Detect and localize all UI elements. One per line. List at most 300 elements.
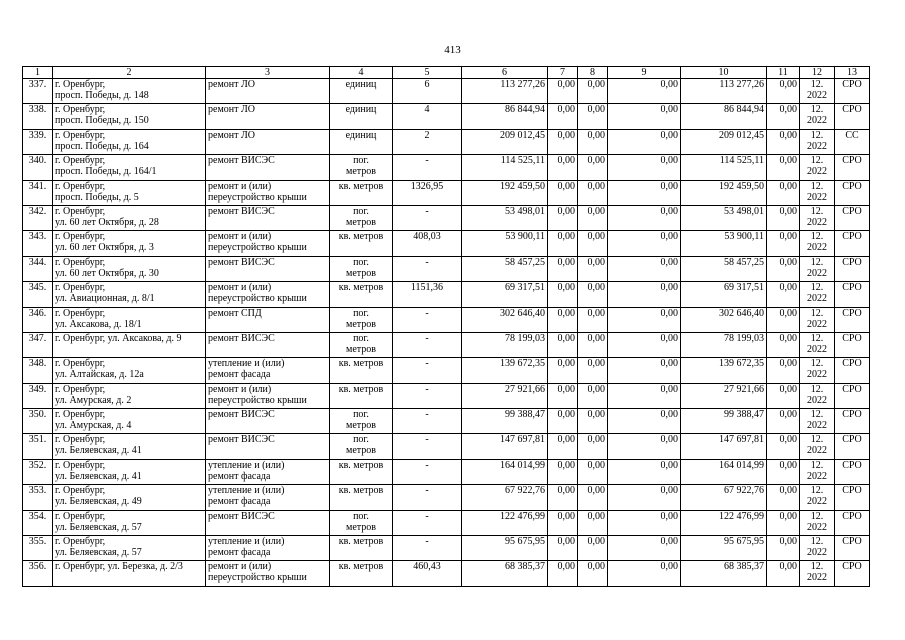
work-type-cell-line: переустройство крыши bbox=[208, 572, 307, 584]
column-header: 13 bbox=[835, 67, 870, 79]
date-cell bbox=[800, 561, 835, 586]
address-cell bbox=[53, 358, 206, 383]
date-cell bbox=[800, 383, 835, 408]
work-type-cell-line: ремонт ЛО bbox=[208, 79, 255, 90]
unit-cell bbox=[330, 332, 393, 357]
value-cell-7: 0,00 bbox=[548, 383, 578, 408]
date-cell-line: 2022 bbox=[807, 521, 827, 533]
address-cell bbox=[53, 383, 206, 408]
unit-cell bbox=[330, 79, 393, 104]
work-type-cell-line: переустройство крыши bbox=[208, 293, 307, 305]
unit-cell bbox=[330, 561, 393, 586]
value-cell-8: 0,00 bbox=[578, 383, 608, 408]
value-cell-11: 0,00 bbox=[767, 332, 800, 357]
value-cell-8: 0,00 bbox=[578, 79, 608, 104]
address-cell-line: г. Оренбург, bbox=[55, 536, 106, 548]
unit-cell-line: пог. bbox=[353, 256, 369, 268]
date-cell bbox=[800, 332, 835, 357]
address-cell-line: г. Оренбург, ул. Аксакова, д. 9 bbox=[55, 332, 182, 344]
type-cell: СРО bbox=[835, 485, 870, 510]
quantity-cell: - bbox=[393, 434, 462, 459]
row-number: 346. bbox=[23, 307, 53, 332]
date-cell-line: 2022 bbox=[807, 90, 827, 101]
quantity-cell: 1326,95 bbox=[393, 180, 462, 205]
unit-cell-line: пог. bbox=[353, 409, 369, 421]
work-type-cell-line: ремонт ВИСЭС bbox=[208, 256, 275, 268]
value-cell-7: 0,00 bbox=[548, 129, 578, 154]
total-cost-cell: 58 457,25 bbox=[462, 256, 548, 281]
work-type-cell-line: переустройство крыши bbox=[208, 242, 307, 254]
date-cell bbox=[800, 104, 835, 129]
total-cost-cell: 113 277,26 bbox=[462, 79, 548, 104]
value-cell-11: 0,00 bbox=[767, 358, 800, 383]
value-cell-9: 0,00 bbox=[608, 409, 681, 434]
date-cell-line: 2022 bbox=[807, 216, 827, 228]
value-cell-9: 0,00 bbox=[608, 104, 681, 129]
address-cell-line: г. Оренбург, bbox=[55, 485, 106, 497]
row-number: 349. bbox=[23, 383, 53, 408]
date-cell-line: 2022 bbox=[807, 394, 827, 406]
column-header: 9 bbox=[608, 67, 681, 79]
value-cell-11: 0,00 bbox=[767, 104, 800, 129]
unit-cell bbox=[330, 536, 393, 561]
address-cell-line: просп. Победы, д. 5 bbox=[55, 191, 139, 203]
value-cell-10: 122 476,99 bbox=[681, 510, 767, 535]
date-cell-line: 2022 bbox=[807, 191, 827, 203]
work-type-cell bbox=[206, 307, 330, 332]
quantity-cell: - bbox=[393, 459, 462, 484]
value-cell-8: 0,00 bbox=[578, 536, 608, 561]
total-cost-cell: 122 476,99 bbox=[462, 510, 548, 535]
unit-cell-line: метров bbox=[346, 318, 376, 330]
value-cell-11: 0,00 bbox=[767, 155, 800, 180]
value-cell-9: 0,00 bbox=[608, 510, 681, 535]
row-number: 339. bbox=[23, 129, 53, 154]
date-cell-line: 2022 bbox=[807, 369, 827, 381]
value-cell-10: 209 012,45 bbox=[681, 129, 767, 154]
value-cell-7: 0,00 bbox=[548, 79, 578, 104]
quantity-cell: - bbox=[393, 358, 462, 383]
work-type-cell-line: ремонт ВИСЭС bbox=[208, 409, 275, 421]
unit-cell-line: метров bbox=[346, 445, 376, 457]
value-cell-11: 0,00 bbox=[767, 282, 800, 307]
table-row bbox=[23, 205, 870, 230]
register-table bbox=[22, 66, 870, 587]
row-number: 337. bbox=[23, 79, 53, 104]
date-cell-line: 12. bbox=[810, 129, 824, 141]
table-row bbox=[23, 459, 870, 484]
value-cell-11: 0,00 bbox=[767, 383, 800, 408]
address-cell bbox=[53, 155, 206, 180]
address-cell bbox=[53, 536, 206, 561]
date-cell-line: 12. bbox=[810, 79, 824, 90]
work-type-cell-line: ремонт и (или) bbox=[208, 282, 272, 294]
column-header: 5 bbox=[393, 67, 462, 79]
work-type-cell-line: ремонт и (или) bbox=[208, 383, 272, 395]
table-row bbox=[23, 155, 870, 180]
work-type-cell bbox=[206, 434, 330, 459]
work-type-cell-line: утепление и (или) bbox=[208, 536, 285, 548]
value-cell-7: 0,00 bbox=[548, 536, 578, 561]
total-cost-cell: 78 199,03 bbox=[462, 332, 548, 357]
quantity-cell: 460,43 bbox=[393, 561, 462, 586]
work-type-cell-line: ремонт СПД bbox=[208, 307, 262, 319]
unit-cell bbox=[330, 307, 393, 332]
date-cell bbox=[800, 180, 835, 205]
type-cell: СРО bbox=[835, 282, 870, 307]
value-cell-9: 0,00 bbox=[608, 383, 681, 408]
value-cell-8: 0,00 bbox=[578, 231, 608, 256]
page-number: 413 bbox=[444, 44, 461, 56]
table-row bbox=[23, 332, 870, 357]
value-cell-7: 0,00 bbox=[548, 104, 578, 129]
total-cost-cell: 67 922,76 bbox=[462, 485, 548, 510]
value-cell-9: 0,00 bbox=[608, 79, 681, 104]
work-type-cell-line: ремонт ВИСЭС bbox=[208, 332, 275, 344]
work-type-cell bbox=[206, 332, 330, 357]
value-cell-9: 0,00 bbox=[608, 332, 681, 357]
total-cost-cell: 147 697,81 bbox=[462, 434, 548, 459]
work-type-cell bbox=[206, 561, 330, 586]
work-type-cell-line: ремонт и (или) bbox=[208, 180, 272, 192]
address-cell-line: г. Оренбург, bbox=[55, 307, 106, 319]
unit-cell-line: кв. метров bbox=[338, 358, 384, 370]
date-cell-line: 12. bbox=[810, 282, 824, 294]
work-type-cell bbox=[206, 459, 330, 484]
value-cell-11: 0,00 bbox=[767, 205, 800, 230]
value-cell-10: 302 646,40 bbox=[681, 307, 767, 332]
type-cell: СРО bbox=[835, 434, 870, 459]
value-cell-9: 0,00 bbox=[608, 358, 681, 383]
row-number: 355. bbox=[23, 536, 53, 561]
value-cell-7: 0,00 bbox=[548, 561, 578, 586]
type-cell: СРО bbox=[835, 383, 870, 408]
unit-cell-line: кв. метров bbox=[338, 383, 384, 395]
table-row bbox=[23, 256, 870, 281]
date-cell bbox=[800, 79, 835, 104]
value-cell-7: 0,00 bbox=[548, 510, 578, 535]
address-cell bbox=[53, 282, 206, 307]
value-cell-10: 99 388,47 bbox=[681, 409, 767, 434]
work-type-cell bbox=[206, 79, 330, 104]
date-cell-line: 12. bbox=[810, 561, 824, 573]
address-cell-line: г. Оренбург, bbox=[55, 79, 106, 90]
table-row bbox=[23, 510, 870, 535]
row-number: 340. bbox=[23, 155, 53, 180]
address-cell bbox=[53, 79, 206, 104]
address-cell-line: просп. Победы, д. 164 bbox=[55, 140, 149, 152]
table-body bbox=[23, 79, 870, 587]
value-cell-11: 0,00 bbox=[767, 256, 800, 281]
table-row bbox=[23, 282, 870, 307]
unit-cell-line: пог. bbox=[353, 205, 369, 217]
value-cell-10: 139 672,35 bbox=[681, 358, 767, 383]
value-cell-11: 0,00 bbox=[767, 434, 800, 459]
address-cell-line: ул. 60 лет Октября, д. 3 bbox=[55, 242, 154, 254]
value-cell-8: 0,00 bbox=[578, 256, 608, 281]
unit-cell bbox=[330, 383, 393, 408]
work-type-cell-line: ремонт фасада bbox=[208, 496, 271, 508]
column-header: 10 bbox=[681, 67, 767, 79]
column-header: 1 bbox=[23, 67, 53, 79]
work-type-cell bbox=[206, 180, 330, 205]
unit-cell-line: пог. bbox=[353, 155, 369, 167]
value-cell-7: 0,00 bbox=[548, 459, 578, 484]
address-cell-line: г. Оренбург, bbox=[55, 155, 106, 167]
type-cell: СРО bbox=[835, 358, 870, 383]
work-type-cell-line: ремонт ЛО bbox=[208, 104, 255, 116]
total-cost-cell: 69 317,51 bbox=[462, 282, 548, 307]
address-cell-line: ул. Беляевская, д. 41 bbox=[55, 470, 142, 482]
work-type-cell-line: переустройство крыши bbox=[208, 394, 307, 406]
unit-cell-line: метров bbox=[346, 420, 376, 432]
value-cell-8: 0,00 bbox=[578, 129, 608, 154]
date-cell bbox=[800, 129, 835, 154]
value-cell-8: 0,00 bbox=[578, 459, 608, 484]
address-cell-line: г. Оренбург, bbox=[55, 282, 106, 294]
value-cell-10: 95 675,95 bbox=[681, 536, 767, 561]
address-cell bbox=[53, 332, 206, 357]
value-cell-8: 0,00 bbox=[578, 561, 608, 586]
value-cell-8: 0,00 bbox=[578, 409, 608, 434]
address-cell bbox=[53, 129, 206, 154]
date-cell-line: 12. bbox=[810, 104, 824, 116]
type-cell: СРО bbox=[835, 510, 870, 535]
address-cell bbox=[53, 485, 206, 510]
total-cost-cell: 86 844,94 bbox=[462, 104, 548, 129]
date-cell-line: 12. bbox=[810, 180, 824, 192]
date-cell-line: 12. bbox=[810, 485, 824, 497]
work-type-cell bbox=[206, 205, 330, 230]
date-cell-line: 2022 bbox=[807, 267, 827, 279]
date-cell-line: 12. bbox=[810, 205, 824, 217]
unit-cell bbox=[330, 231, 393, 256]
quantity-cell: 2 bbox=[393, 129, 462, 154]
value-cell-11: 0,00 bbox=[767, 459, 800, 484]
table-row bbox=[23, 104, 870, 129]
work-type-cell-line: утепление и (или) bbox=[208, 358, 285, 370]
type-cell: СРО bbox=[835, 256, 870, 281]
quantity-cell: - bbox=[393, 383, 462, 408]
value-cell-9: 0,00 bbox=[608, 155, 681, 180]
date-cell-line: 2022 bbox=[807, 547, 827, 559]
work-type-cell bbox=[206, 485, 330, 510]
value-cell-9: 0,00 bbox=[608, 536, 681, 561]
unit-cell-line: пог. bbox=[353, 307, 369, 319]
unit-cell-line: метров bbox=[346, 521, 376, 533]
unit-cell bbox=[330, 129, 393, 154]
address-cell-line: ул. Алтайская, д. 12а bbox=[55, 369, 144, 381]
date-cell-line: 2022 bbox=[807, 343, 827, 355]
total-cost-cell: 192 459,50 bbox=[462, 180, 548, 205]
value-cell-10: 147 697,81 bbox=[681, 434, 767, 459]
unit-cell-line: кв. метров bbox=[338, 282, 384, 294]
quantity-cell: - bbox=[393, 205, 462, 230]
unit-cell bbox=[330, 409, 393, 434]
unit-cell-line: метров bbox=[346, 216, 376, 228]
date-cell-line: 12. bbox=[810, 409, 824, 421]
unit-cell bbox=[330, 510, 393, 535]
work-type-cell-line: ремонт ВИСЭС bbox=[208, 155, 275, 167]
unit-cell bbox=[330, 104, 393, 129]
unit-cell-line: метров bbox=[346, 267, 376, 279]
table-row bbox=[23, 180, 870, 205]
table-row bbox=[23, 383, 870, 408]
address-cell-line: г. Оренбург, bbox=[55, 180, 106, 192]
unit-cell bbox=[330, 256, 393, 281]
value-cell-9: 0,00 bbox=[608, 180, 681, 205]
total-cost-cell: 27 921,66 bbox=[462, 383, 548, 408]
row-number: 354. bbox=[23, 510, 53, 535]
date-cell-line: 12. bbox=[810, 256, 824, 268]
date-cell-line: 12. bbox=[810, 155, 824, 167]
date-cell-line: 2022 bbox=[807, 445, 827, 457]
unit-cell bbox=[330, 205, 393, 230]
value-cell-9: 0,00 bbox=[608, 205, 681, 230]
value-cell-11: 0,00 bbox=[767, 409, 800, 434]
total-cost-cell: 68 385,37 bbox=[462, 561, 548, 586]
date-cell-line: 12. bbox=[810, 536, 824, 548]
row-number: 353. bbox=[23, 485, 53, 510]
value-cell-7: 0,00 bbox=[548, 155, 578, 180]
address-cell-line: ул. Беляевская, д. 57 bbox=[55, 521, 142, 533]
value-cell-8: 0,00 bbox=[578, 332, 608, 357]
value-cell-9: 0,00 bbox=[608, 231, 681, 256]
type-cell: СРО bbox=[835, 332, 870, 357]
work-type-cell-line: ремонт фасада bbox=[208, 470, 271, 482]
table-row bbox=[23, 536, 870, 561]
address-cell bbox=[53, 307, 206, 332]
row-number: 342. bbox=[23, 205, 53, 230]
work-type-cell bbox=[206, 358, 330, 383]
date-cell-line: 12. bbox=[810, 383, 824, 395]
work-type-cell bbox=[206, 282, 330, 307]
value-cell-7: 0,00 bbox=[548, 332, 578, 357]
unit-cell bbox=[330, 155, 393, 180]
quantity-cell: - bbox=[393, 155, 462, 180]
address-cell-line: г. Оренбург, bbox=[55, 434, 106, 446]
address-cell-line: г. Оренбург, bbox=[55, 256, 106, 268]
unit-cell-line: метров bbox=[346, 166, 376, 178]
address-cell-line: просп. Победы, д. 150 bbox=[55, 115, 149, 127]
date-cell bbox=[800, 409, 835, 434]
row-number: 345. bbox=[23, 282, 53, 307]
date-cell bbox=[800, 510, 835, 535]
work-type-cell bbox=[206, 155, 330, 180]
address-cell-line: г. Оренбург, bbox=[55, 129, 106, 141]
date-cell-line: 12. bbox=[810, 434, 824, 446]
address-cell-line: ул. Амурская, д. 4 bbox=[55, 420, 132, 432]
work-type-cell-line: ремонт фасада bbox=[208, 547, 271, 559]
value-cell-9: 0,00 bbox=[608, 561, 681, 586]
date-cell bbox=[800, 155, 835, 180]
column-number-row bbox=[23, 67, 870, 79]
address-cell-line: г. Оренбург, bbox=[55, 358, 106, 370]
work-type-cell-line: ремонт ЛО bbox=[208, 129, 255, 141]
value-cell-7: 0,00 bbox=[548, 485, 578, 510]
value-cell-7: 0,00 bbox=[548, 358, 578, 383]
unit-cell-line: кв. метров bbox=[338, 231, 384, 243]
row-number: 347. bbox=[23, 332, 53, 357]
date-cell bbox=[800, 485, 835, 510]
date-cell-line: 12. bbox=[810, 231, 824, 243]
address-cell-line: ул. Беляевская, д. 57 bbox=[55, 547, 142, 559]
date-cell bbox=[800, 282, 835, 307]
value-cell-9: 0,00 bbox=[608, 129, 681, 154]
date-cell-line: 2022 bbox=[807, 318, 827, 330]
address-cell bbox=[53, 561, 206, 586]
address-cell bbox=[53, 510, 206, 535]
table-row bbox=[23, 129, 870, 154]
value-cell-8: 0,00 bbox=[578, 282, 608, 307]
work-type-cell bbox=[206, 409, 330, 434]
value-cell-10: 68 385,37 bbox=[681, 561, 767, 586]
date-cell-line: 2022 bbox=[807, 496, 827, 508]
value-cell-7: 0,00 bbox=[548, 409, 578, 434]
value-cell-7: 0,00 bbox=[548, 231, 578, 256]
unit-cell bbox=[330, 485, 393, 510]
work-type-cell-line: утепление и (или) bbox=[208, 485, 285, 497]
table-row bbox=[23, 307, 870, 332]
address-cell bbox=[53, 409, 206, 434]
table-row bbox=[23, 434, 870, 459]
work-type-cell-line: ремонт и (или) bbox=[208, 561, 272, 573]
row-number: 352. bbox=[23, 459, 53, 484]
column-header: 7 bbox=[548, 67, 578, 79]
date-cell-line: 2022 bbox=[807, 293, 827, 305]
date-cell bbox=[800, 536, 835, 561]
value-cell-11: 0,00 bbox=[767, 79, 800, 104]
unit-cell bbox=[330, 358, 393, 383]
date-cell bbox=[800, 231, 835, 256]
work-type-cell bbox=[206, 231, 330, 256]
value-cell-11: 0,00 bbox=[767, 231, 800, 256]
date-cell bbox=[800, 307, 835, 332]
unit-cell-line: пог. bbox=[353, 332, 369, 344]
date-cell-line: 12. bbox=[810, 307, 824, 319]
total-cost-cell: 53 900,11 bbox=[462, 231, 548, 256]
unit-cell-line: единиц bbox=[345, 129, 377, 141]
row-number: 341. bbox=[23, 180, 53, 205]
type-cell: СРО bbox=[835, 307, 870, 332]
column-header: 12 bbox=[800, 67, 835, 79]
type-cell: СРО bbox=[835, 205, 870, 230]
total-cost-cell: 53 498,01 bbox=[462, 205, 548, 230]
row-number: 350. bbox=[23, 409, 53, 434]
work-type-cell-line: ремонт ВИСЭС bbox=[208, 205, 275, 217]
value-cell-8: 0,00 bbox=[578, 358, 608, 383]
address-cell-line: г. Оренбург, bbox=[55, 409, 106, 421]
work-type-cell bbox=[206, 129, 330, 154]
quantity-cell: 6 bbox=[393, 79, 462, 104]
type-cell: СРО bbox=[835, 459, 870, 484]
type-cell: СРО bbox=[835, 155, 870, 180]
quantity-cell: - bbox=[393, 307, 462, 332]
table-row bbox=[23, 79, 870, 104]
total-cost-cell: 164 014,99 bbox=[462, 459, 548, 484]
address-cell-line: г. Оренбург, bbox=[55, 104, 106, 116]
address-cell-line: ул. Беляевская, д. 49 bbox=[55, 496, 142, 508]
work-type-cell-line: переустройство крыши bbox=[208, 191, 307, 203]
row-number: 343. bbox=[23, 231, 53, 256]
column-header: 2 bbox=[53, 67, 206, 79]
value-cell-7: 0,00 bbox=[548, 282, 578, 307]
value-cell-10: 113 277,26 bbox=[681, 79, 767, 104]
column-header: 11 bbox=[767, 67, 800, 79]
address-cell-line: г. Оренбург, ул. Березка, д. 2/3 bbox=[55, 561, 183, 573]
date-cell-line: 2022 bbox=[807, 420, 827, 432]
address-cell bbox=[53, 459, 206, 484]
